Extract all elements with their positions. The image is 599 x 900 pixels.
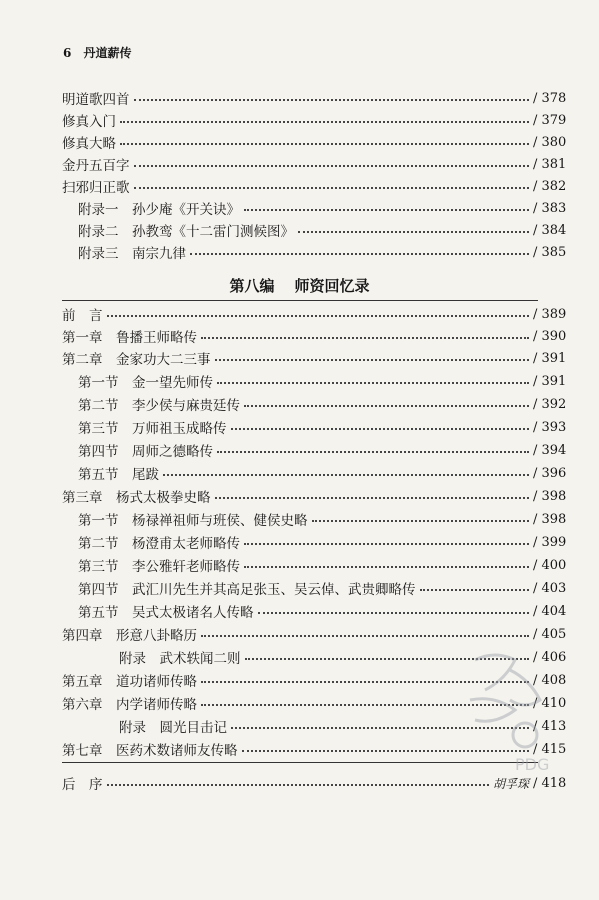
book-title: 丹道薪传 xyxy=(83,46,132,60)
leader-dots xyxy=(244,209,529,211)
toc-entry-title: 扫邪归正歌 xyxy=(62,180,130,196)
toc-entry[interactable] xyxy=(0,370,599,392)
toc-entry-title: 附录三 南宗九律 xyxy=(78,246,186,262)
leader-dots xyxy=(120,143,529,145)
toc-entry-page: / 392 xyxy=(533,396,567,412)
toc-entry-page: / 408 xyxy=(533,672,567,688)
toc-entry-afterword[interactable] xyxy=(0,772,599,794)
toc-entry[interactable] xyxy=(0,715,599,737)
toc-entry-title: 附录二 孙教鸾《十二雷门测候图》 xyxy=(78,224,294,240)
toc-entry-title: 第六章 内学诸师传略 xyxy=(62,697,197,713)
leader-dots xyxy=(107,315,530,317)
leader-dots xyxy=(107,784,489,786)
leader-dots xyxy=(244,405,529,407)
leader-dots xyxy=(201,681,529,683)
toc-entry-title: 前 言 xyxy=(62,308,103,324)
leader-dots xyxy=(134,187,530,189)
toc-entry[interactable] xyxy=(0,109,599,131)
toc-entry-page: / 380 xyxy=(533,134,567,150)
toc-entry-title: 第五节 尾跋 xyxy=(78,467,159,483)
toc-entry-page: / 398 xyxy=(533,511,567,527)
toc-entry-page: / 399 xyxy=(533,534,567,550)
leader-dots xyxy=(201,635,529,637)
toc-entry-page: / 396 xyxy=(533,465,567,481)
leader-dots xyxy=(231,727,529,729)
leader-dots xyxy=(244,543,529,545)
toc-entry[interactable] xyxy=(0,347,599,369)
toc-entry-page: / 394 xyxy=(533,442,567,458)
toc-entry-title: 金丹五百字 xyxy=(62,158,130,174)
watermark-text: PDG xyxy=(515,755,550,774)
toc-entry-title: 第四节 武汇川先生并其高足张玉、吴云倬、武贵卿略传 xyxy=(78,582,416,598)
toc-entry-page: / 389 xyxy=(533,306,567,322)
toc-entry[interactable] xyxy=(0,669,599,691)
toc-entry-page: / 390 xyxy=(533,328,567,344)
toc-entry[interactable] xyxy=(0,600,599,622)
toc-entry[interactable] xyxy=(0,197,599,219)
toc-entry-title: 明道歌四首 xyxy=(62,92,130,108)
toc-entry[interactable] xyxy=(0,219,599,241)
toc-entry[interactable] xyxy=(0,646,599,668)
toc-entry-page: / 391 xyxy=(533,373,567,389)
section-rule-top xyxy=(62,300,538,301)
toc-entry-page: / 406 xyxy=(533,649,567,665)
toc-entry-page: / 379 xyxy=(533,112,567,128)
toc-entry[interactable] xyxy=(0,623,599,645)
toc-entry[interactable] xyxy=(0,87,599,109)
leader-dots xyxy=(134,99,530,101)
leader-dots xyxy=(231,428,530,430)
toc-entry-page: / 400 xyxy=(533,557,567,573)
toc-entry-title: 第三节 李公雅轩老师略传 xyxy=(78,559,240,575)
toc-entry-page: / 405 xyxy=(533,626,567,642)
toc-entry-title: 第三节 万师祖玉成略传 xyxy=(78,421,227,437)
leader-dots xyxy=(242,750,530,752)
leader-dots xyxy=(215,497,530,499)
toc-entry[interactable] xyxy=(0,303,599,325)
toc-entry-page: / 383 xyxy=(533,200,567,216)
toc-entry-page: / 418 xyxy=(533,775,567,791)
section-heading xyxy=(0,275,599,296)
toc-entry-title: 第五节 吴式太极诸名人传略 xyxy=(78,605,254,621)
toc-entry-author: 胡孚琛 xyxy=(492,776,529,791)
toc-entry-page: / 391 xyxy=(533,350,567,366)
section-name: 师资回忆录 xyxy=(294,277,370,295)
toc-entry-page: / 393 xyxy=(533,419,567,435)
toc-entry[interactable] xyxy=(0,554,599,576)
toc-entry[interactable] xyxy=(0,393,599,415)
toc-entry[interactable] xyxy=(0,485,599,507)
toc-entry-title: 后 序 xyxy=(62,777,103,793)
toc-entry-title: 第一节 杨禄禅祖师与班侯、健侯史略 xyxy=(78,513,308,529)
page-number: 6 xyxy=(63,46,72,60)
leader-dots xyxy=(244,566,529,568)
toc-entry-title: 第二节 杨澄甫太老师略传 xyxy=(78,536,240,552)
toc-entry-title: 附录 圆光目击记 xyxy=(119,720,227,736)
leader-dots xyxy=(190,253,529,255)
toc-entry-page: / 404 xyxy=(533,603,567,619)
toc-entry-page: / 378 xyxy=(533,90,567,106)
leader-dots xyxy=(217,382,529,384)
leader-dots xyxy=(134,165,530,167)
toc-entry[interactable] xyxy=(0,325,599,347)
leader-dots xyxy=(201,337,529,339)
toc-entry-title: 修真大略 xyxy=(62,136,116,152)
toc-entry[interactable] xyxy=(0,153,599,175)
toc-entry[interactable] xyxy=(0,692,599,714)
leader-dots xyxy=(217,451,529,453)
toc-entry[interactable] xyxy=(0,439,599,461)
toc-entry-title: 第二节 李少侯与麻贵廷传 xyxy=(78,398,240,414)
toc-entry-page: / 403 xyxy=(533,580,567,596)
toc-entry[interactable] xyxy=(0,738,599,760)
toc-entry-page: / 384 xyxy=(533,222,567,238)
toc-entry-title: 第一章 鲁播王师略传 xyxy=(62,330,197,346)
toc-entry-title: 第五章 道功诸师传略 xyxy=(62,674,197,690)
toc-entry[interactable] xyxy=(0,416,599,438)
toc-entry[interactable] xyxy=(0,462,599,484)
leader-dots xyxy=(245,658,530,660)
toc-entry-title: 附录一 孙少庵《开关诀》 xyxy=(78,202,240,218)
toc-entry-title: 第一节 金一望先师传 xyxy=(78,375,213,391)
leader-dots xyxy=(420,589,530,591)
toc-entry[interactable] xyxy=(0,175,599,197)
section-rule-bottom xyxy=(62,762,538,763)
toc-entry-page: / 382 xyxy=(533,178,567,194)
toc-entry-page: / 413 xyxy=(533,718,567,734)
toc-entry[interactable] xyxy=(0,531,599,553)
toc-entry-title: 第四节 周师之德略传 xyxy=(78,444,213,460)
leader-dots xyxy=(163,474,529,476)
toc-entry-page: / 410 xyxy=(533,695,567,711)
toc-entry[interactable] xyxy=(0,577,599,599)
toc-entry-title: 第四章 形意八卦略历 xyxy=(62,628,197,644)
section-part: 第八编 xyxy=(229,277,275,295)
leader-dots xyxy=(201,704,529,706)
toc-entry-page: / 398 xyxy=(533,488,567,504)
toc-entry-title: 修真入门 xyxy=(62,114,116,130)
leader-dots xyxy=(215,359,530,361)
running-header xyxy=(63,44,132,61)
toc-entry-page: / 385 xyxy=(533,244,567,260)
toc-entry[interactable] xyxy=(0,241,599,263)
toc-entry-title: 第七章 医药术数诸师友传略 xyxy=(62,743,238,759)
leader-dots xyxy=(120,121,529,123)
toc-entry[interactable] xyxy=(0,508,599,530)
leader-dots xyxy=(312,520,530,522)
toc-entry-page: / 415 xyxy=(533,741,567,757)
toc-entry-title: 第三章 杨式太极拳史略 xyxy=(62,490,211,506)
leader-dots xyxy=(258,612,530,614)
leader-dots xyxy=(298,231,529,233)
toc-entry[interactable] xyxy=(0,131,599,153)
toc-entry-title: 附录 武术轶闻二则 xyxy=(119,651,241,667)
toc-entry-page: / 381 xyxy=(533,156,567,172)
toc-entry-title: 第二章 金家功大二三事 xyxy=(62,352,211,368)
